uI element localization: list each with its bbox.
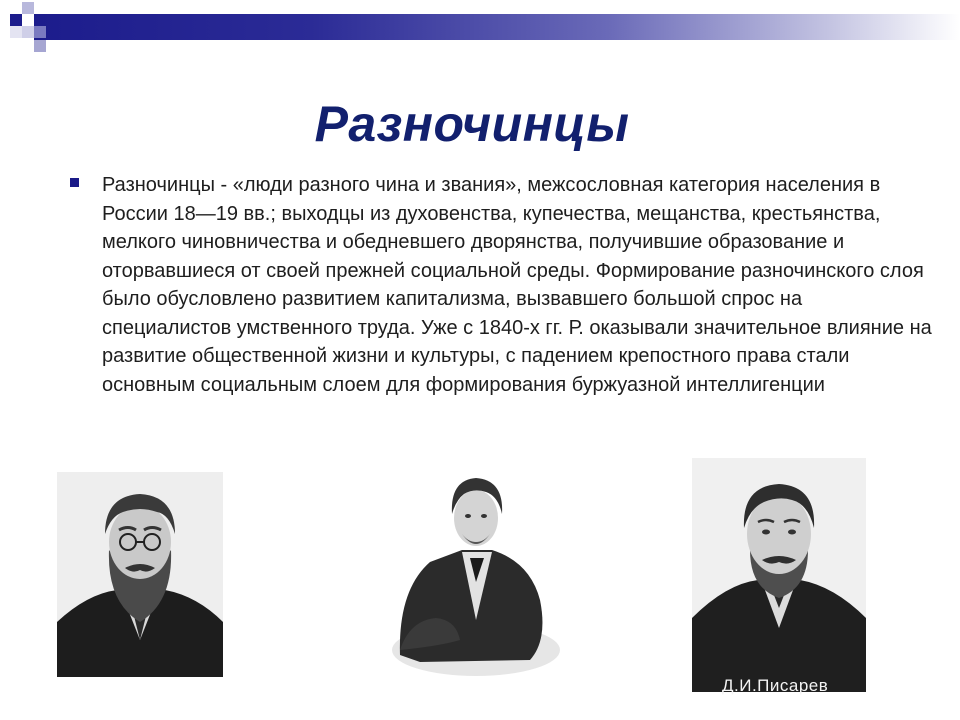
decor-square (34, 40, 46, 52)
seated-young-man-engraving (380, 470, 562, 678)
decor-square (22, 2, 34, 14)
slide-title: Разночинцы (314, 96, 630, 152)
decor-square (34, 26, 46, 38)
bullet-square-icon (70, 178, 79, 187)
body-paragraph: Разночинцы - «люди разного чина и звания», межсословная категория населения в России 18—19 вв.; выходцы из духовенства, купечества, мещанства, крестьянства, мелкого чиновничества и обедневшего дворянства, получившие образование и оторвавшиеся от своей прежней социальной среды. Формирование разночинского слоя было обусловлено развитием капитализма, вызвавшего большой спрос на специалистов умственного труда. Уже с 1840-х гг. Р. оказывали значительное влияние на развитие общественной жизни и культуры, с падением крепостного права стали основным социальным слоем для формирования буржуазной интеллигенции (102, 174, 932, 396)
bearded-man-with-glasses-portrait (57, 472, 223, 677)
header-gradient-bar (34, 14, 960, 40)
decor-square (10, 14, 22, 26)
decor-square (22, 26, 34, 38)
man-with-mustache-portrait (692, 458, 866, 692)
portrait-caption: Д.И.Писарев (722, 676, 829, 695)
decor-square (10, 26, 22, 38)
